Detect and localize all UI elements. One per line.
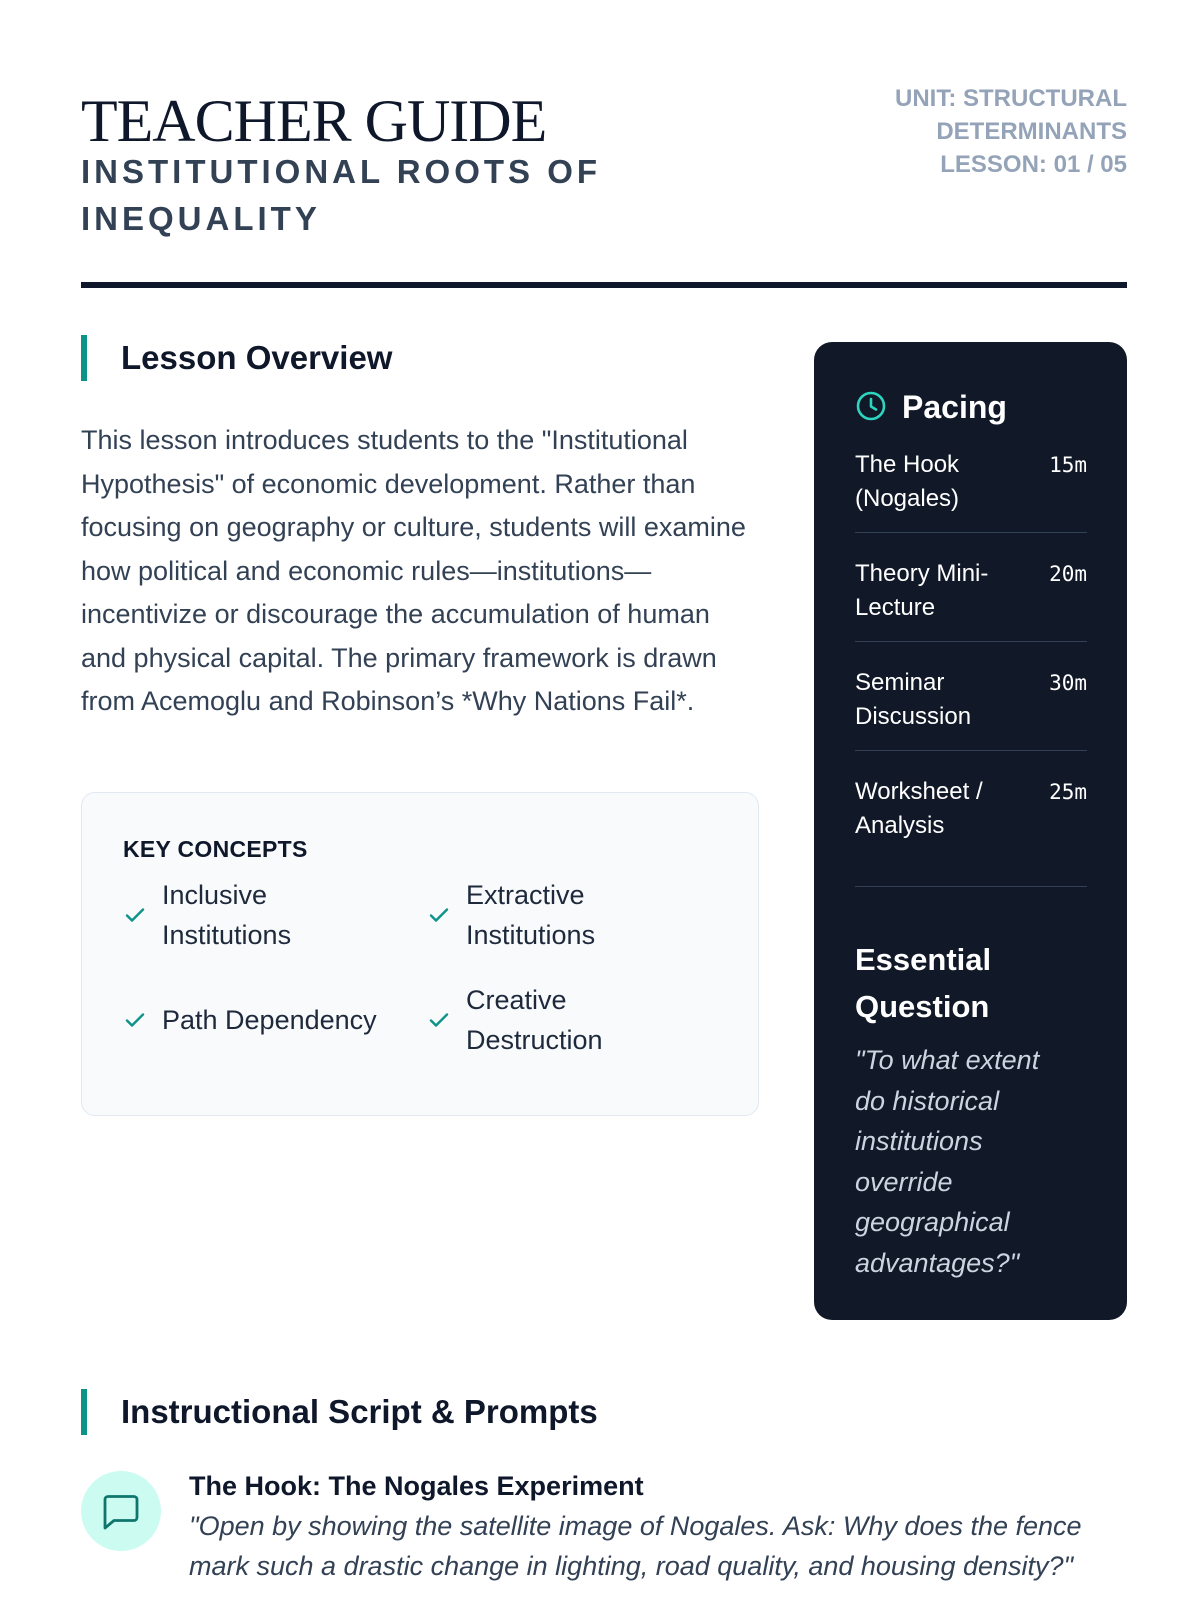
prompt-title: The Hook: The Nogales Experiment — [189, 1471, 644, 1501]
check-icon — [427, 903, 451, 927]
teacher-guide-page — [81, 0, 1127, 1600]
concept-label: Creative Destruction — [466, 985, 603, 1055]
lesson-meta — [827, 82, 1127, 181]
concept-label: Path Dependency — [162, 1005, 377, 1035]
page-title: TEACHER GUIDE — [81, 88, 547, 154]
key-concepts-title: KEY CONCEPTS — [123, 836, 308, 862]
pacing-row — [855, 775, 1087, 887]
script-heading: Instructional Script & Prompts — [81, 1389, 598, 1435]
header-divider — [81, 282, 1127, 288]
pacing-duration: 30m — [1049, 671, 1087, 695]
clock-icon — [855, 390, 887, 422]
pacing-title: Pacing — [902, 389, 1007, 425]
check-icon — [123, 903, 147, 927]
concept-item — [427, 873, 697, 957]
message-square-icon — [101, 1493, 141, 1531]
check-icon — [123, 1008, 147, 1032]
check-icon — [427, 1008, 451, 1032]
prompt-text: "Open by showing the satellite image of Nogales. Ask: Why does the fence mark such a drastic change in lighting, road quality, and housing density?" — [189, 1511, 1082, 1581]
essential-question-title: Essential Question — [855, 942, 992, 1024]
concept-item — [123, 873, 393, 957]
pacing-step: Worksheet / Analysis — [855, 778, 983, 839]
pacing-row — [855, 666, 1087, 751]
overview-heading: Lesson Overview — [81, 335, 392, 381]
guide-header — [81, 82, 1127, 288]
pacing-row — [855, 448, 1087, 533]
lesson-number: LESSON: 01 / 05 — [940, 151, 1127, 178]
concept-item — [123, 978, 393, 1062]
essential-question-text: "To what extent do historical institutions override geographical advantages?" — [855, 1045, 1040, 1278]
concept-item — [427, 978, 697, 1062]
pacing-sidebar — [814, 342, 1127, 1320]
pacing-step: Seminar Discussion — [855, 669, 972, 730]
concept-label: Extractive Institutions — [466, 880, 596, 950]
pacing-step: The Hook (Nogales) — [855, 451, 960, 512]
key-concepts-box — [81, 792, 759, 1116]
prompt-icon-badge — [81, 1471, 161, 1551]
pacing-duration: 25m — [1049, 780, 1087, 804]
overview-paragraph: This lesson introduces students to the "Institutional Hypothesis" of economic development. Rather than focusing on geography or culture, students will examine how political and economic rules—institutions—incentivize or discourage the accumulation of human and physical capital. The primary framework is drawn from Acemoglu and Robinson’s *Why Nations Fail*. — [81, 425, 746, 716]
pacing-step: Theory Mini-Lecture — [855, 560, 989, 621]
script-prompt — [81, 1471, 1127, 1600]
pacing-duration: 20m — [1049, 562, 1087, 586]
pacing-row — [855, 557, 1087, 642]
page-subtitle: INSTITUTIONAL ROOTS OF INEQUALITY — [81, 153, 602, 237]
unit-label: UNIT: STRUCTURAL DETERMINANTS — [895, 85, 1127, 145]
pacing-duration: 15m — [1049, 453, 1087, 477]
concept-label: Inclusive Institutions — [162, 880, 292, 950]
